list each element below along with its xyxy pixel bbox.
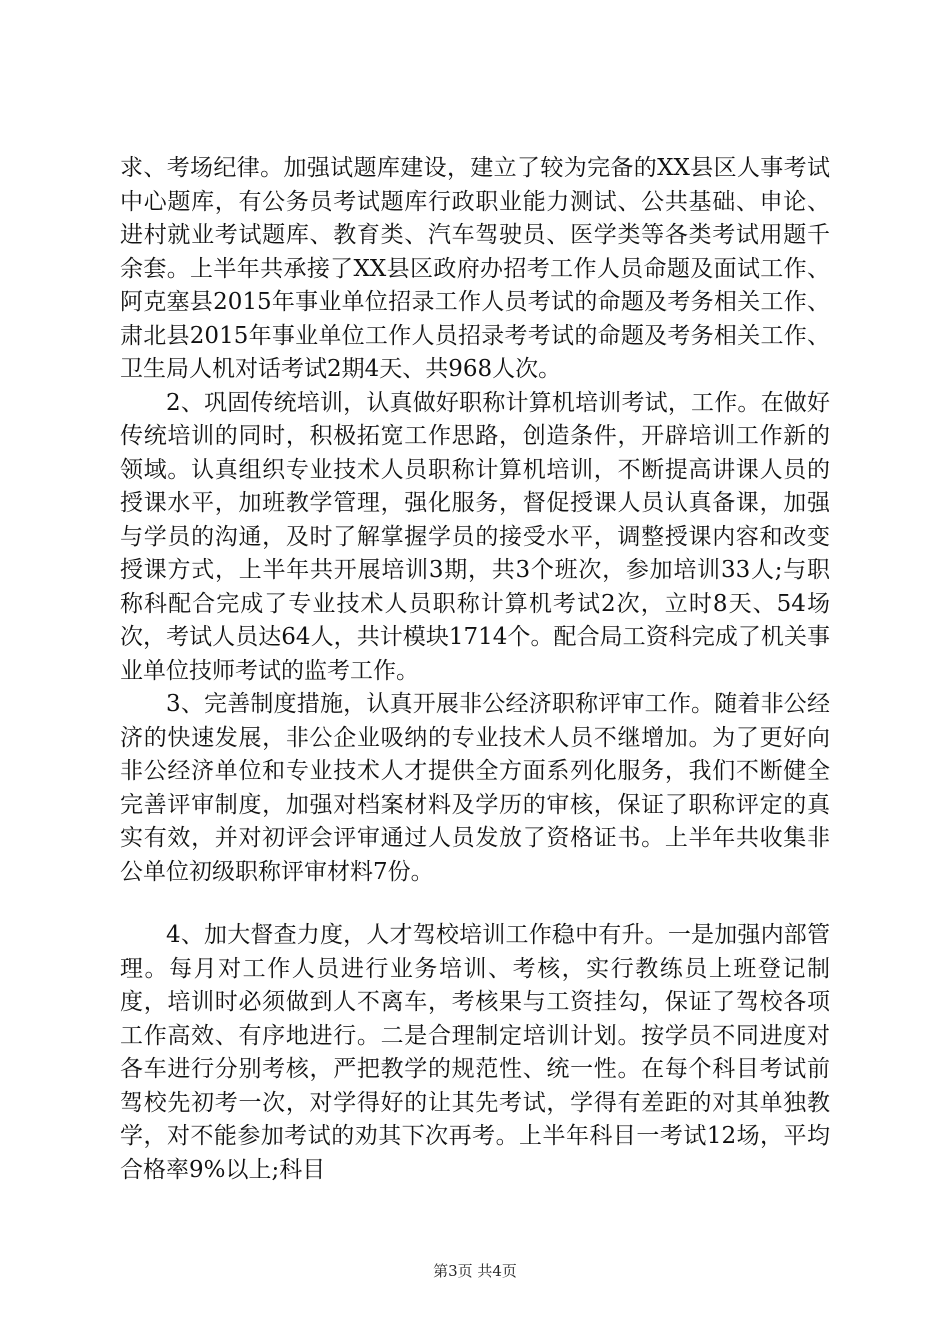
page-number-footer: 第3页 共4页 [433, 1262, 517, 1280]
document-body [120, 152, 830, 1187]
paragraph-continued: 求、考场纪律。加强试题库建设，建立了较为完备的XX县区人事考试中心题库，有公务员考试题库行政职业能力测试、公共基础、申论、进村就业考试题库、教育类、汽车驾驶员、医学类等各类考试用题千余套。上半年共承接了XX县区政府办招考工作人员命题及面试工作、阿克塞县2015年事业单位招录工作人员考试的命题及考务相关工作、肃北县2015年事业单位工作人员招录考考试的命题及考务相关工作、卫生局人机对话考试2期4天、共968人次。 [120, 155, 830, 382]
paragraph-driving-school: 4、加大督查力度，人才驾校培训工作稳中有升。一是加强内部管理。每月对工作人员进行业务培训、考核，实行教练员上班登记制度，培训时必须做到人不离车，考核果与工资挂勾，保证了驾校各项工作高效、有序地进行。二是合理制定培训计划。按学员不同进度对各车进行分别考核，严把教学的规范性、统一性。在每个科目考试前驾校先初考一次，对学得好的让其先考试，学得有差距的对其单独教学，对不能参加考试的劝其下次再考。上半年科目一考试12场，平均合格率9%以上;科目 [120, 922, 830, 1183]
paragraph-computer-training: 2、巩固传统培训，认真做好职称计算机培训考试，工作。在做好传统培训的同时，积极拓宽工作思路，创造条件，开辟培训工作新的领域。认真组织专业技术人员职称计算机培训，不断提高讲课人员的授课水平，加班教学管理，强化服务，督促授课人员认真备课，加强与学员的沟通，及时了解掌握学员的接受水平，调整授课内容和改变授课方式，上半年共开展培训3期，共3个班次，参加培训33人;与职称科配合完成了专业技术人员职称计算机考试2次，立时8天、54场次，考试人员达64人，共计模块1714个。配合局工资科完成了机关事业单位技师考试的监考工作。 [120, 389, 830, 684]
paragraph-title-evaluation: 3、完善制度措施，认真开展非公经济职称评审工作。随着非公经济的快速发展，非公企业吸纳的专业技术人员不继增加。为了更好向非公经济单位和专业技术人才提供全方面系列化服务，我们不断健全完善评审制度，加强对档案材料及学历的审核，保证了职称评定的真实有效，并对初评会评审通过人员发放了资格证书。上半年共收集非公单位初级职称评审材料7份。 [120, 691, 830, 885]
